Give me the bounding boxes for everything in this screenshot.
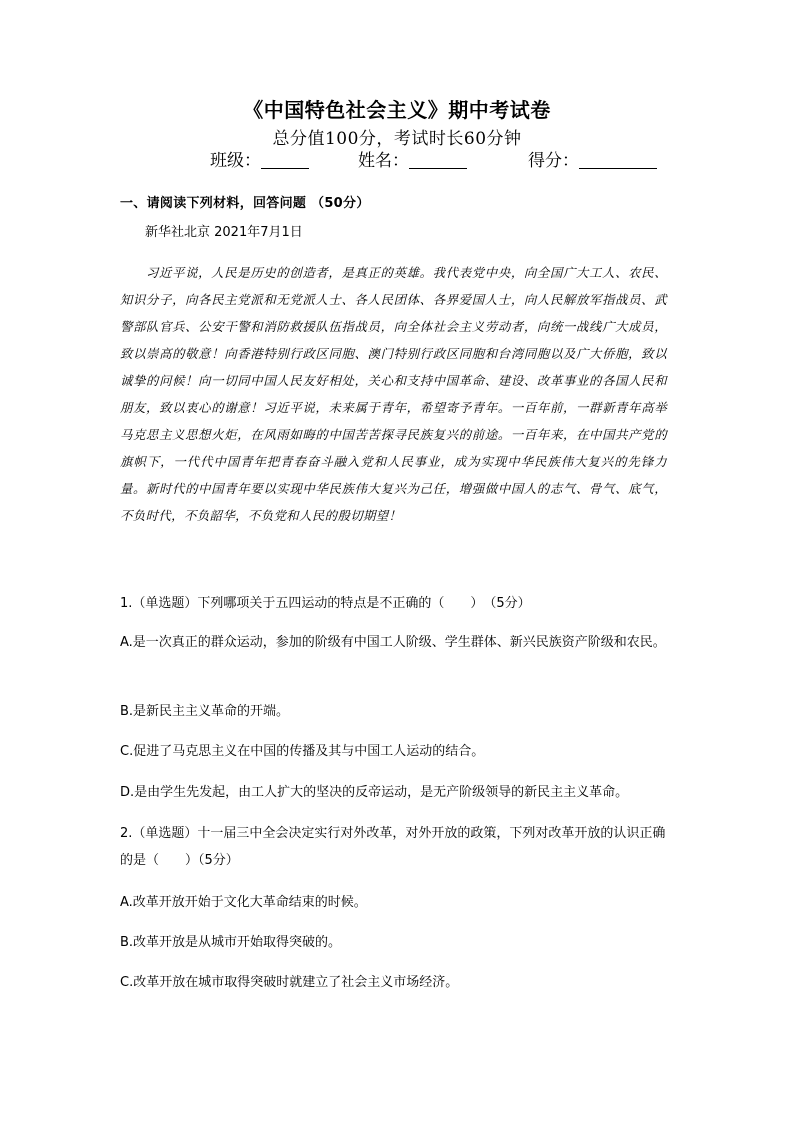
- question-2-option-b: B.改革开放是从城市开始取得突破的。: [120, 935, 342, 950]
- reading-passage: 习近平说，人民是历史的创造者，是真正的英雄。我代表党中央，向全国广大工人、农民、知识分子，向各民主党派和无党派人士、各人民团体、各界爱国人士，向人民解放军指战员、武警部队官兵、公安干警和消防救援队伍指战员，向全体社会主义劳动者，向统一战线广大成员，致以崇高的敬意！向香港特别行政区同胞、澳门特别行政区同胞和台湾同胞以及广大侨胞，致以诚挚的问候！向一切同中国人民友好相处，关心和支持中国革命、建设、改革事业的各国人民和朋友，致以衷心的谢意！习近平说，未来属于青年，希望寄予青年。一百年前，一群新青年高举马克思主义思想火炬，在风雨如晦的中国苦苦探寻民族复兴的前途。一百年来，在中国共产党的旗帜下，一代代中国青年把青春奋斗融入党和人民事业，成为实现中华民族伟大复兴的先锋力量。新时代的中国青年要以实现中华民族伟大复兴为己任，增强做中国人的志气、骨气、底气，不负时代，不负韶华，不负党和人民的殷切期望！: [120, 265, 667, 523]
- name-field: [358, 146, 467, 171]
- question-1-option-d: D.是由学生先发起，由工人扩大的坚决的反帝运动，是无产阶级领导的新民主主义革命。: [120, 785, 629, 800]
- dateline: 新华社北京 2021年7月1日: [145, 225, 303, 240]
- name-label: 姓名：: [358, 151, 409, 171]
- exam-title: 《中国特色社会主义》期中考试卷: [243, 98, 551, 122]
- section-heading: 一、请阅读下列材料，回答问题 （50分）: [120, 196, 370, 211]
- class-blank: [261, 150, 309, 169]
- question-2-option-c: C.改革开放在城市取得突破时就建立了社会主义市场经济。: [120, 975, 459, 990]
- score-blank: [579, 150, 657, 169]
- question-2-stem: 2.（单选题）十一届三中全会决定实行对外改革，对外开放的政策，下列对改革开放的认识正确的是（ ）（5分）: [120, 826, 666, 868]
- class-field: [210, 146, 309, 171]
- student-info-row: [210, 146, 680, 172]
- question-1-stem: 1.（单选题）下列哪项关于五四运动的特点是不正确的（ ） （5分）: [120, 596, 531, 611]
- class-label: 班级：: [210, 151, 261, 171]
- question-1-option-a: A.是一次真正的群众运动，参加的阶级有中国工人阶级、学生群体、新兴民族资产阶级和农民。: [120, 635, 666, 650]
- score-field: [528, 146, 657, 171]
- score-label: 得分：: [528, 151, 579, 171]
- question-1-option-b: B.是新民主主义革命的开端。: [120, 704, 290, 719]
- exam-subtitle: 总分值100分，考试时长60分钟: [272, 129, 522, 149]
- name-blank: [409, 150, 467, 169]
- question-1-option-c: C.促进了马克思主义在中国的传播及其与中国工人运动的结合。: [120, 744, 485, 759]
- question-2-option-a: A.改革开放开始于文化大革命结束的时候。: [120, 895, 367, 910]
